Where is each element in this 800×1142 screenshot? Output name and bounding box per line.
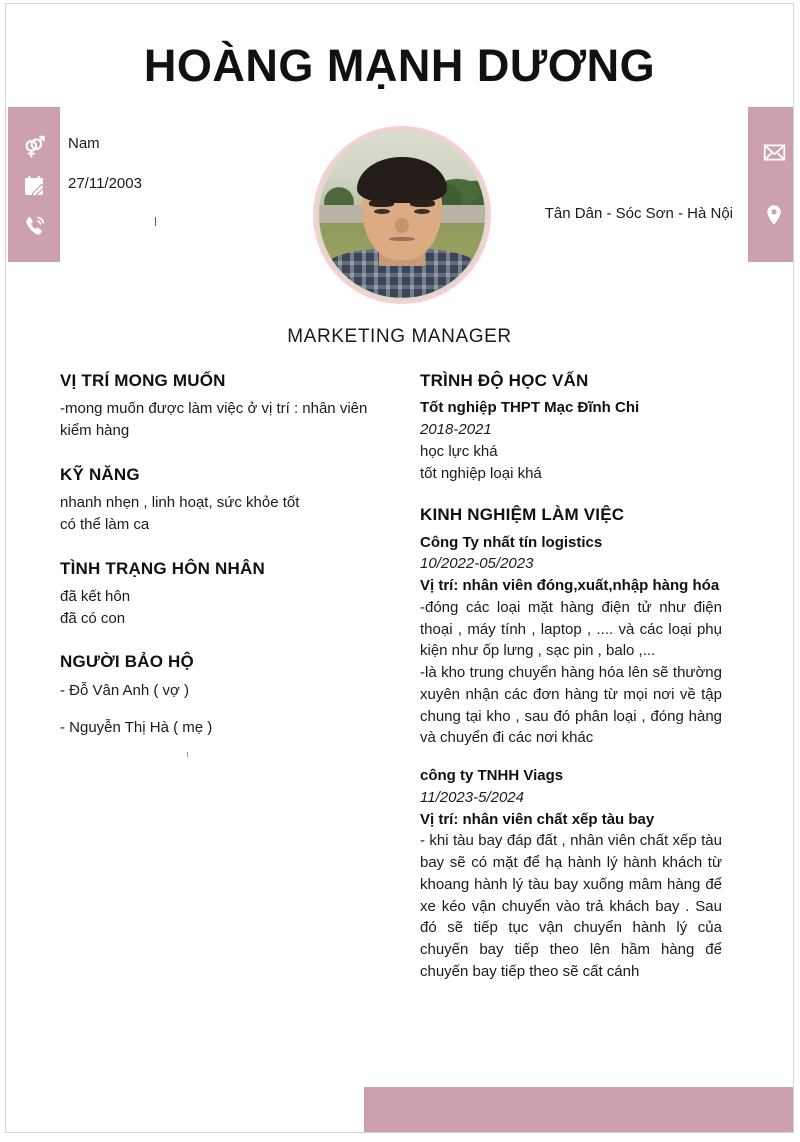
experience-item <box>420 532 722 750</box>
education-school: Tốt nghiệp THPT Mạc Đĩnh Chi <box>420 399 640 417</box>
section-marital-status <box>60 558 370 630</box>
contact-birthdate-value: 27/11/2003 <box>68 175 142 192</box>
education-detail: học lực khá <box>420 442 498 460</box>
section-title: TRÌNH ĐỘ HỌC VẤN <box>420 371 589 390</box>
section-guardian <box>60 651 370 739</box>
experience-position: Vị trí: nhân viên đóng,xuất,nhập hàng hóa <box>420 577 720 594</box>
section-title: KỸ NĂNG <box>60 464 140 484</box>
experience-company: công ty TNHH Viags <box>420 767 564 784</box>
section-title: NGƯỜI BẢO HỘ <box>60 652 194 672</box>
avatar-photo <box>319 132 485 298</box>
section-line: - Nguyễn Thị Hà ( mẹ ) <box>60 719 213 737</box>
page-title: HOÀNG MẠNH DƯƠNG <box>143 40 656 91</box>
experience-period: 10/2022-05/2023 <box>420 555 534 573</box>
contact-gender-value: Nam <box>68 135 100 152</box>
contact-address-value: Tân Dân - Sóc Sơn - Hà Nội <box>544 205 733 222</box>
experience-position: Vị trí: nhân viên chất xếp tàu bay <box>420 810 655 828</box>
job-title: MARKETING MANAGER <box>287 326 512 347</box>
section-desired-position <box>60 370 370 442</box>
section-education <box>420 370 722 484</box>
education-detail: tốt nghiệp loại khá <box>420 464 542 482</box>
section-title: VỊ TRÍ MONG MUỐN <box>60 371 226 390</box>
mail-icon <box>748 140 794 165</box>
section-line: đã có con <box>60 609 126 627</box>
experience-company: Công Ty nhất tín logistics <box>420 533 603 551</box>
section-experience <box>420 504 722 982</box>
experience-description: -đóng các loại mặt hàng điện tử như điện thoại , máy tính , laptop , .... và các loại phụ kiện như ốp lưng , sạc pin , balo ,... <box>420 598 722 660</box>
section-title: KINH NGHIỆM LÀM VIỆC <box>420 505 625 525</box>
section-title: TÌNH TRẠNG HÔN NHÂN <box>60 558 265 578</box>
phone-icon <box>8 214 60 239</box>
section-skills <box>60 464 370 536</box>
location-icon <box>748 203 794 227</box>
experience-period: 11/2023-5/2024 <box>420 788 524 806</box>
section-line: -mong muốn được làm việc ở vị trí : nhân viên kiểm hàng <box>60 400 368 439</box>
right-column <box>420 370 722 983</box>
avatar <box>313 126 491 304</box>
experience-description: -là kho trung chuyển hàng hóa lên sẽ thường xuyên nhận các đơn hàng từ mọi nơi về tập chung tại kho , sau đó phân loại , đóng hàng và chuyển đi các nơi khác <box>420 664 722 747</box>
gender-icon <box>8 134 60 160</box>
section-line: nhanh nhẹn , linh hoạt, sức khỏe tốt <box>60 494 300 511</box>
education-period: 2018-2021 <box>420 421 492 438</box>
scan-artifact <box>155 217 156 226</box>
scan-artifact <box>187 752 188 757</box>
cv-sheet <box>5 3 794 1133</box>
calendar-icon <box>8 174 60 198</box>
experience-item <box>420 765 722 983</box>
footer-accent-bar <box>364 1087 794 1133</box>
left-column <box>60 370 370 739</box>
section-line: đã kết hôn <box>60 587 131 605</box>
section-line: - Đỗ Vân Anh ( vợ ) <box>60 681 190 699</box>
contact-bar-right <box>748 107 794 262</box>
experience-description: - khi tàu bay đáp đất , nhân viên chất xếp tàu bay sẽ có mặt để hạ hành lý hành khách từ khoang hành lý tàu bay xuống mâm hàng để xe kéo vận chuyển vào trả khách bay . Sau đó sẽ tiếp tục vận chuyển hành lý của chuyến bay tiếp theo lên hầm hàng để chuyến bay tiếp theo sẽ cất cánh <box>420 832 722 980</box>
contact-bar-left <box>8 107 60 262</box>
section-line: có thể làm ca <box>60 515 150 533</box>
